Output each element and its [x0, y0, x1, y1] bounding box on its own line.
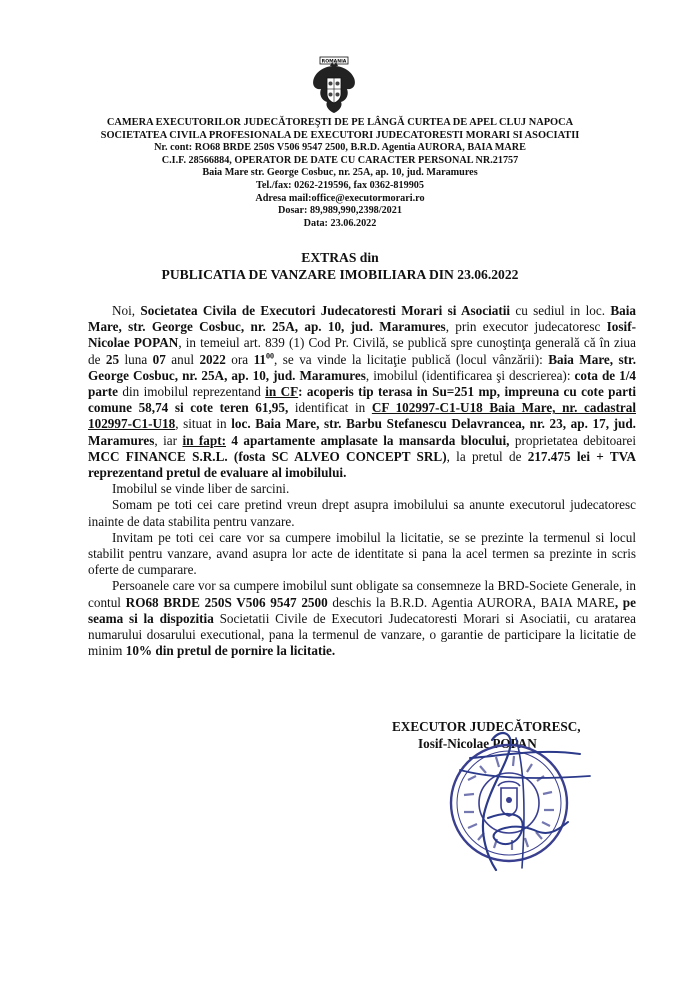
paragraph-sale-notice: Noi, Societatea Civila de Executori Judecatoresti Morari si Asociatii cu sediul in loc. Baia Mare, str. George Cosbuc, nr. 25A, ap. 10, jud. Maramures, prin executor judecatoresc Iosif-Nicolae POPAN, in temeiul art. 839 (1) Cod Pr. Civilă, se publică spre cunoştinţa generală că în ziua de 25 luna 07 anul 2022 ora $11^{00}$, se va vinde la licitaţie publică (locul vânzării): Baia Mare, str. George Cosbuc, nr. 25A, ap. 10, jud. Maramures, imobilul (identificarea şi descrierea): cota de 1/4 parte din imobilul reprezentand in CF: acoperis tip terasa in Su=251 mp, impreuna cu cote parti comune 58,74 si cote teren 61,95, identificat in CF 102997-C1-U18 Baia Mare, nr. cadastral 102997-C1-U18, situat in loc. Baia Mare, str. Barbu Stefanescu Delavrancea, nr. 23, ap. 17, jud. Maramures, iar in fapt: 4 apartamente amplasate la mansarda blocului, proprietatea debitoarei MCC FINANCE S.R.L. (fosta SC ALVEO CONCEPT SRL), la pretul de 217.475 lei + TVA reprezentand pretul de evaluare al imobilului.: [88, 303, 637, 481]
chamber-name: CAMERA EXECUTORILOR JUDECĂTOREŞTI DE PE LÂNGĂ CURTEA DE APEL CLUJ NAPOCA: [106, 117, 574, 128]
case-number: Dosar: 89,989,990,2398/2021: [278, 205, 402, 217]
paragraph-summons: Somam pe toti cei care pretind vreun drept asupra imobilului sa anunte executorul judecatoresc inainte de data stabilita pentru vanzare.: [88, 497, 636, 529]
signature-name: Iosif-Nicolae POPAN: [418, 736, 537, 751]
fiscal-code: C.I.F. 28566884, OPERATOR DE DATE CU CARACTER PERSONAL NR.21757: [161, 154, 519, 166]
office-address: Baia Mare str. George Cosbuc, nr. 25A, ap. 10, jud. Maramures: [202, 167, 478, 179]
document-date: Data: 23.06.2022: [303, 217, 377, 229]
signature-title: EXECUTOR JUDECĂTORESC,: [392, 719, 581, 734]
document-body: [88, 303, 636, 659]
document-title: [0, 249, 680, 283]
email-address: Adresa mail:office@executormorari.ro: [255, 192, 425, 204]
paragraph-guarantee: Persoanele care vor sa cumpere imobilul sunt obligate sa consemneze la BRD-Societe Generale, in contul RO68 BRDE 250S V506 9547 2500 deschis la B.R.D. Agentia AURORA, BAIA MARE, pe seama si la dispozitia Societatii Civile de Executori Judecatoresti Morari si Asociatii, cu aratarea numarului dosarului executional, pana la termenul de vanzare, o garantie de participare la licitatie de minim 10% din pretul de pornire la licitatie.: [88, 578, 636, 659]
paragraph-no-encumbrances: Imobilul se vinde liber de sarcini.: [112, 481, 290, 497]
title-extract: EXTRAS din: [301, 250, 379, 265]
romania-coat-of-arms-icon: [303, 56, 365, 116]
title-publication: PUBLICATIA DE VANZARE IMOBILIARA DIN 23.06.2022: [161, 267, 519, 282]
crest-banner: ROMANIA: [321, 59, 347, 65]
phone-fax: Tel./fax: 0262-219596, fax 0362-819905: [256, 179, 424, 191]
handwritten-signature-icon: [430, 718, 610, 888]
letterhead: [0, 117, 680, 230]
company-name: SOCIETATEA CIVILA PROFESIONALA DE EXECUTORI JUDECATORESTI MORARI SI ASOCIATII: [100, 129, 580, 141]
bank-account: Nr. cont: RO68 BRDE 250S V506 9547 2500, B.R.D. Agentia AURORA, BAIA MARE: [154, 142, 526, 154]
paragraph-invitation: Invitam pe toti cei care vor sa cumpere imobilul la licitatie, se se prezinte la termenul si locul stabilit pentru vanzare, avand asupra lor acte de identitate si pana la acel termen sa prezinte in scris oferte de cumparare.: [88, 529, 636, 578]
